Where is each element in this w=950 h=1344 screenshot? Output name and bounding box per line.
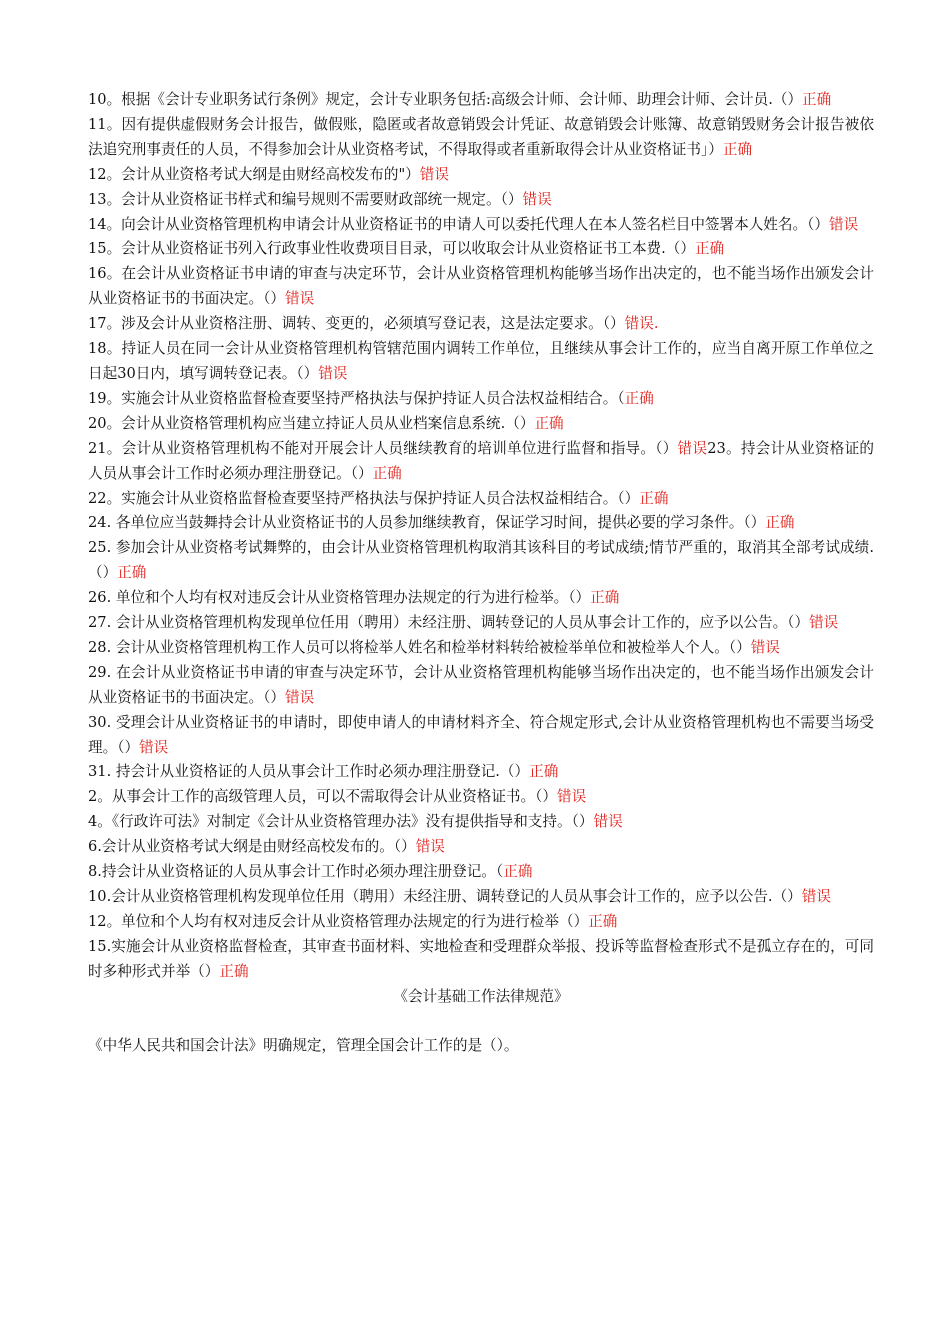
question-item (88, 835, 874, 860)
question-text: 12。会计从业资格考试大纲是由财经高校发布的"） (88, 165, 420, 183)
question-text: 30. 受理会计从业资格证书的申请时，即使申请人的申请材料齐全、符合规定形式,会计从业资格管理机构也不需要当场受理。（） (88, 713, 874, 756)
question-item (88, 860, 874, 885)
question-text: 15.实施会计从业资格监督检查，其审查书面材料、实地检查和受理群众举报、投诉等监督检查形式不是孤立存在的，可同时多种形式并举（） (88, 937, 874, 980)
answer-label: 错误 (318, 364, 348, 382)
question-item (88, 188, 874, 213)
question-item (88, 611, 874, 636)
answer-label: 正确 (534, 414, 564, 432)
question-text: 10。根据《会计专业职务试行条例》规定，会计专业职务包括:高级会计师、会计师、助理会计师、会计员.（） (88, 91, 803, 108)
answer-label: 错误 (285, 688, 315, 706)
answer-label: 正确 (624, 389, 654, 407)
answer-label: 错误 (809, 614, 839, 632)
question-item (88, 636, 874, 661)
question-item (88, 487, 874, 512)
question-text: 22。实施会计从业资格监督检查要坚持严格执法与保护持证人员合法权益相结合。（） (88, 489, 640, 507)
answer-label: 错误 (828, 215, 859, 233)
question-text: 29. 在会计从业资格证书申请的审查与决定环节，会计从业资格管理机构能够当场作出决定的，也不能当场作出颁发会计从业资格证书的书面决定。（） (88, 663, 874, 706)
question-text: 31. 持会计从业资格证的人员从事会计工作时必须办理注册登记.（） (88, 763, 530, 781)
question-text: 28. 会计从业资格管理机构工作人员可以将检举人姓名和检举材料转给被检举单位和被检举人个人。（） (88, 638, 751, 656)
question-item (88, 312, 874, 337)
answer-label: 正确 (503, 863, 533, 881)
question-item (88, 711, 874, 761)
question-text: 2。从事会计工作的高级管理人员，可以不需取得会计从业资格证书。（） (88, 788, 557, 806)
section-title: 《会计基础工作法律规范》 (393, 987, 569, 1005)
question-text: 16。在会计从业资格证书申请的审查与决定环节，会计从业资格管理机构能够当场作出决定的，也不能当场作出颁发会计从业资格证书的书面决定。（） (88, 265, 874, 308)
question-text: 18。持证人员在同一会计从业资格管理机构管辖范围内调转工作单位，且继续从事会计工作的，应当自离开原工作单位之日起30日内，填写调转登记表。（） (88, 340, 874, 382)
question-text: 14。向会计从业资格管理机构申请会计从业资格证书的申请人可以委托代理人在本人签名栏目中签署本人姓名。（） (88, 215, 829, 233)
question-text: 27. 会计从业资格管理机构发现单位任用（聘用）未经注册、调转登记的人员从事会计工作的，应予以公告。（） (88, 614, 810, 632)
question-item (88, 437, 874, 487)
question-text: 6.会计从业资格考试大纲是由财经高校发布的。（） (88, 838, 416, 856)
answer-label: 错误 (801, 888, 831, 905)
question-text: 23。持会计从业资格证的人员从事会计工作时必须办理注册登记。（） (88, 439, 874, 482)
question-item (88, 337, 874, 387)
answer-label: 正确 (590, 589, 620, 607)
answer-label: 正确 (722, 140, 753, 158)
question-item (88, 213, 874, 238)
question-item (88, 237, 874, 262)
answer-label: 正确 (588, 912, 618, 930)
question-item (88, 511, 874, 536)
answer-label: 错误 (593, 813, 623, 831)
question-item (88, 885, 874, 910)
intro-question: 《中华人民共和国会计法》明确规定，管理全国会计工作的是（）。 (88, 1036, 519, 1054)
answer-label: 错误 (557, 788, 587, 806)
question-text: 11。因有提供虚假财务会计报告，做假账，隐匿或者故意销毁会计凭证、故意销毁会计账簿、故意销毁财务会计报告被依法追究刑事责任的人员，不得参加会计从业资格考试，不得取得或者重新取得会计从业资格证书」） (88, 115, 874, 158)
question-item (88, 760, 874, 785)
question-text: 10.会计从业资格管理机构发现单位任用（聘用）未经注册、调转登记的人员从事会计工作的，应予以公告.（） (88, 888, 802, 905)
answer-label: 错误 (419, 165, 449, 183)
answer-label: 正确 (117, 564, 147, 582)
question-item (88, 785, 874, 810)
question-item (88, 661, 874, 711)
question-text: 24. 各单位应当鼓舞持会计从业资格证书的人员参加继续教育，保证学习时间，提供必要的学习条件。（） (88, 514, 766, 532)
answer-label: 错误 (139, 738, 169, 756)
document-page (88, 88, 874, 1058)
answer-label: 正确 (219, 962, 249, 980)
question-item (88, 810, 874, 835)
question-text: 12。单位和个人均有权对违反会计从业资格管理办法规定的行为进行检举（） (88, 912, 589, 930)
question-item (88, 412, 874, 437)
answer-label: 正确 (802, 91, 832, 108)
answer-label: 错误. (624, 315, 659, 333)
question-text: 26. 单位和个人均有权对违反会计从业资格管理办法规定的行为进行检举。（） (88, 589, 591, 607)
question-text: 19。实施会计从业资格监督检查要坚持严格执法与保护持证人员合法权益相结合。（ (88, 389, 625, 407)
answer-label: 正确 (765, 514, 795, 532)
answer-label: 错误 (750, 638, 780, 656)
question-text: 17。涉及会计从业资格注册、调转、变更的，必须填写登记表，这是法定要求。（） (88, 315, 625, 333)
question-item (88, 910, 874, 935)
question-text: 15。会计从业资格证书列入行政事业性收费项目目录，可以收取会计从业资格证书工本费.（） (88, 240, 695, 258)
question-item (88, 536, 874, 586)
answer-label: 错误 (677, 439, 708, 457)
question-text: 8.持会计从业资格证的人员从事会计工作时必须办理注册登记。（ (88, 863, 504, 881)
answer-label: 错误 (522, 190, 552, 208)
question-item (88, 262, 874, 312)
question-item (88, 586, 874, 611)
question-text: 4。《行政许可法》对制定《会计从业资格管理办法》没有提供指导和支持。（） (88, 813, 594, 831)
question-item (88, 935, 874, 985)
answer-label: 正确 (372, 464, 402, 482)
question-text: 21。会计从业资格管理机构不能对开展会计人员继续教育的培训单位进行监督和指导。（） (88, 439, 678, 457)
answer-label: 错误 (285, 290, 315, 308)
question-item (88, 113, 874, 163)
answer-label: 正确 (639, 489, 669, 507)
answer-label: 正确 (529, 763, 559, 781)
question-list (88, 88, 874, 985)
question-text: 13。会计从业资格证书样式和编号规则不需要财政部统一规定。（） (88, 190, 523, 208)
question-item (88, 387, 874, 412)
question-text: 25. 参加会计从业资格考试舞弊的，由会计从业资格管理机构取消其该科目的考试成绩;情节严重的，取消其全部考试成绩.（） (88, 539, 874, 582)
answer-label: 正确 (694, 240, 725, 258)
answer-label: 错误 (415, 838, 445, 856)
question-item (88, 88, 874, 113)
question-item (88, 163, 874, 188)
question-text: 20。会计从业资格管理机构应当建立持证人员从业档案信息系统.（） (88, 414, 535, 432)
